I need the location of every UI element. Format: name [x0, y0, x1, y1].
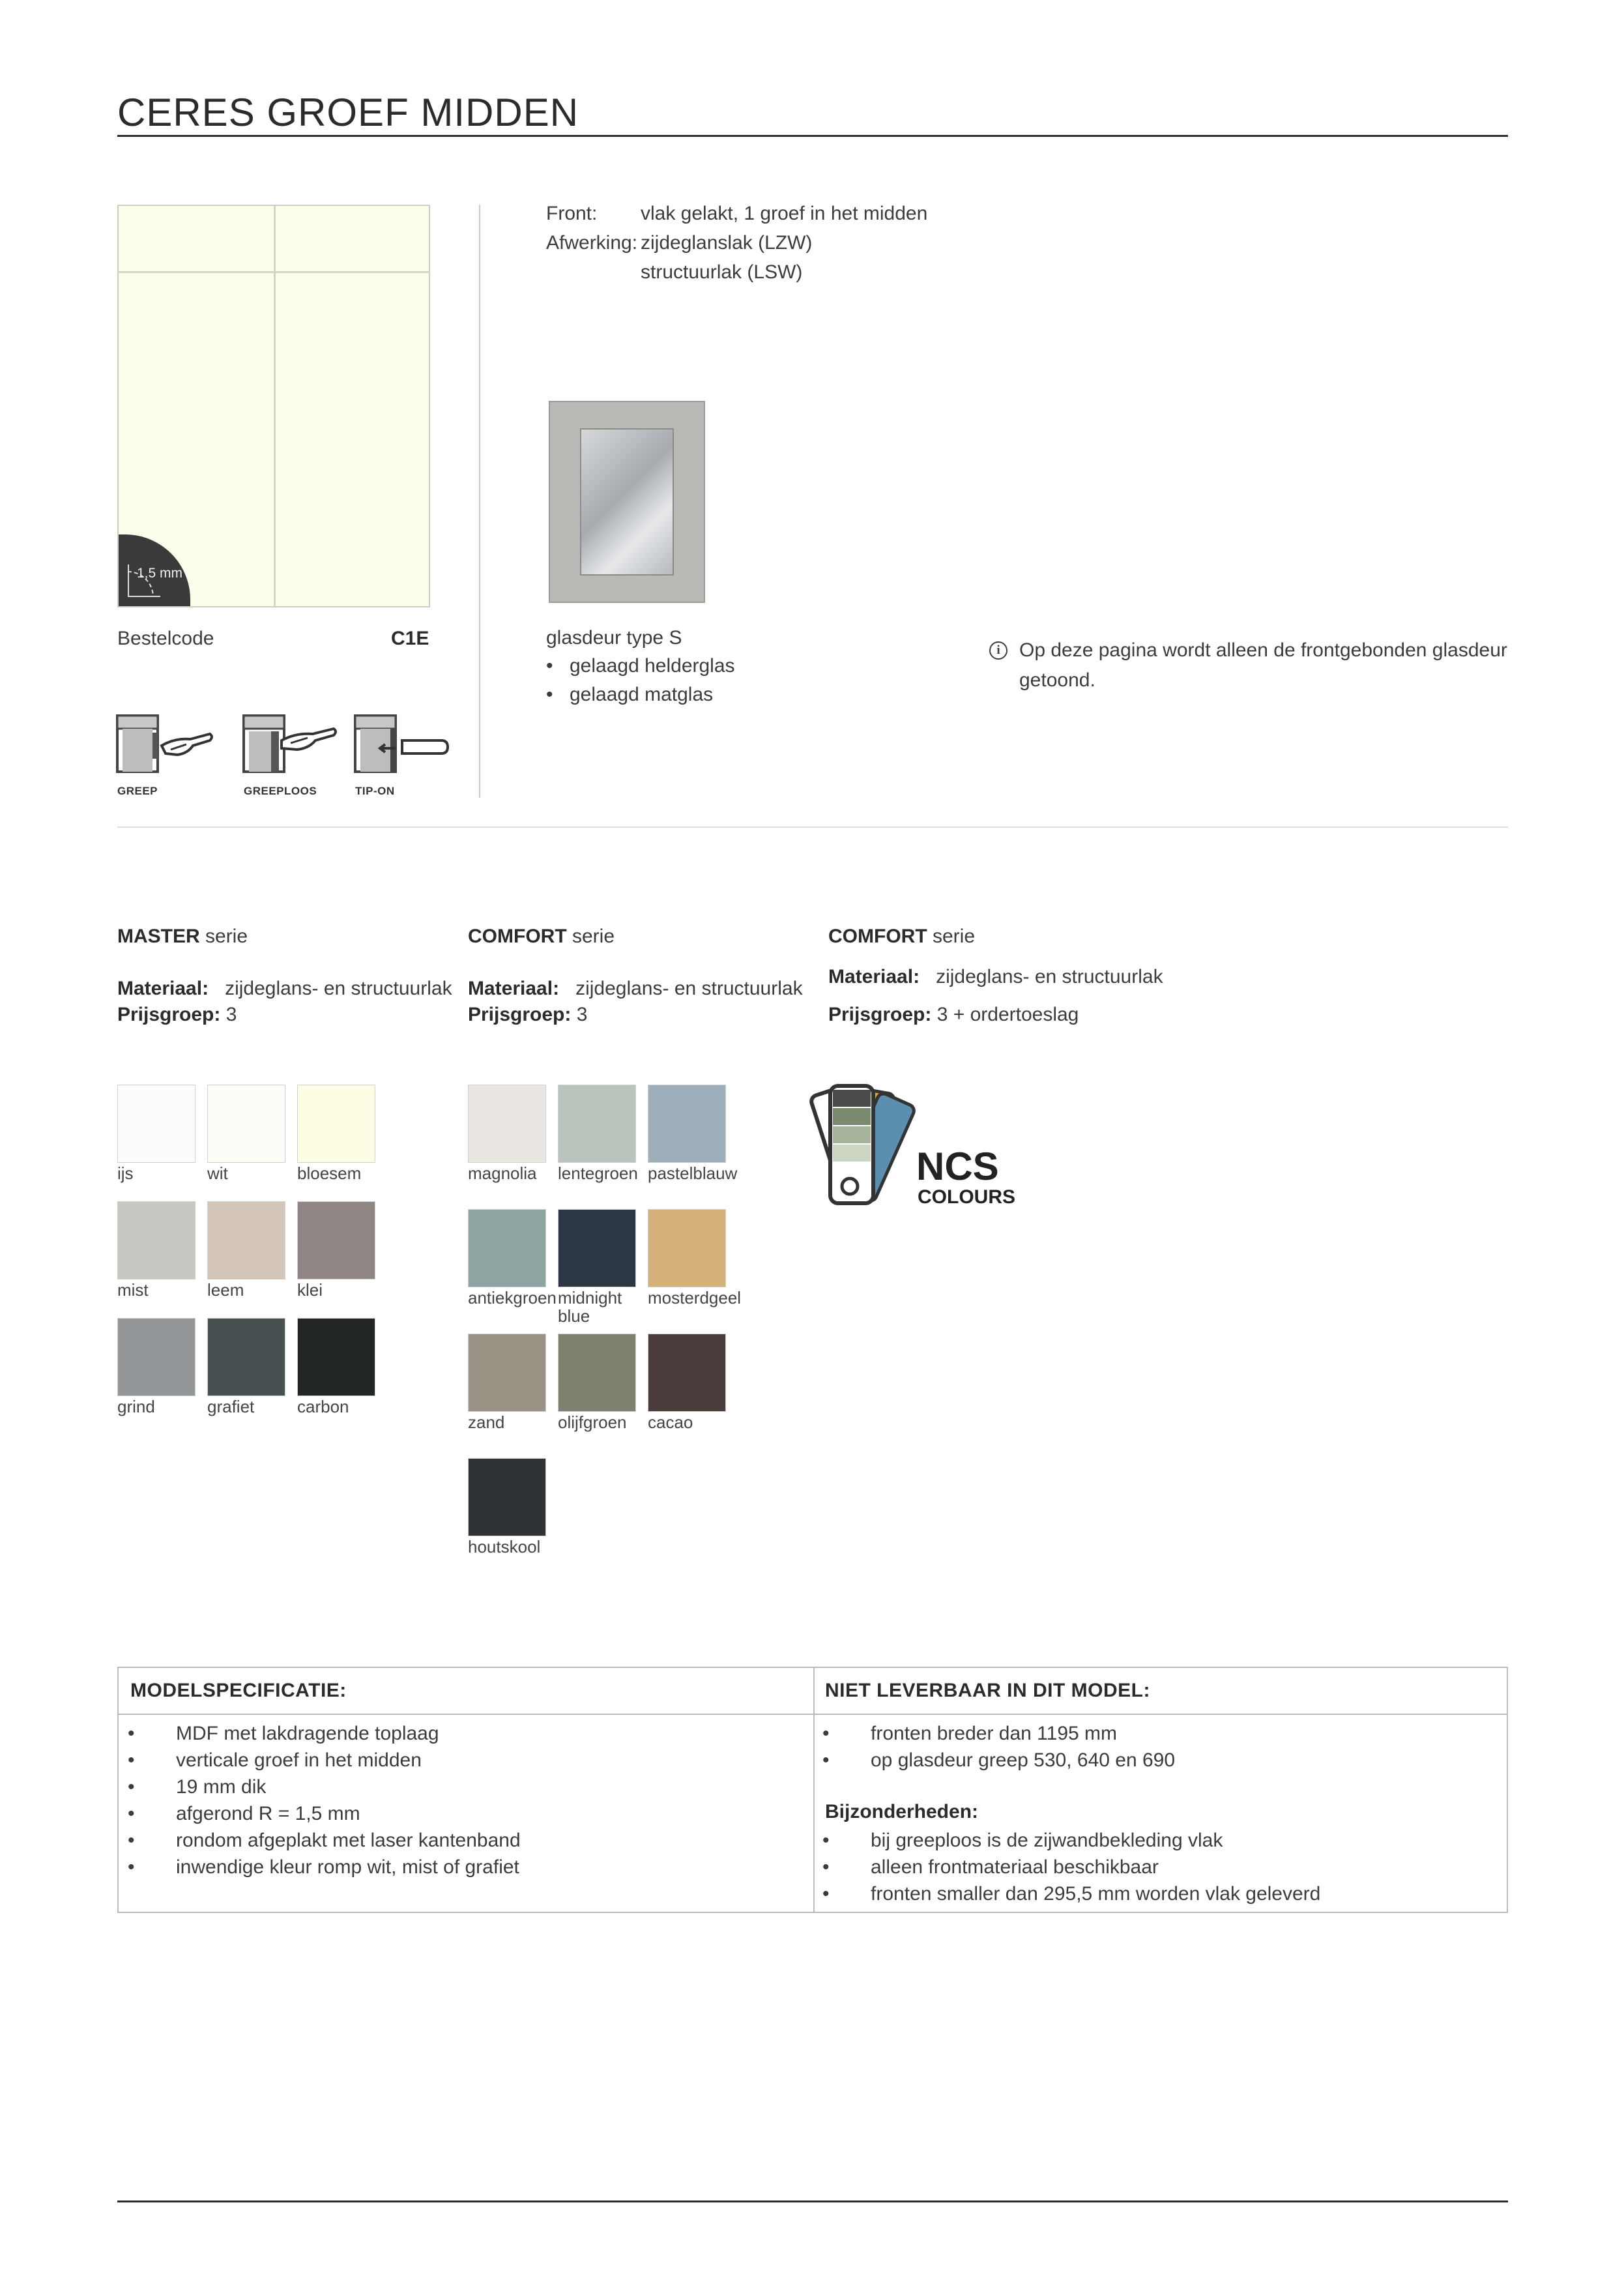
color-swatch-label: wit [207, 1163, 228, 1183]
color-swatch-lentegroen [558, 1085, 636, 1163]
series-heading-master: MASTER serie [117, 926, 248, 947]
price-group-line: Prijsgroep: 3 [117, 1004, 237, 1025]
table-header-model-spec: MODELSPECIFICATIE: [130, 1680, 347, 1701]
color-swatch-label: olijfgroen [558, 1412, 627, 1432]
ncs-colours-logo [826, 1082, 1015, 1219]
color-swatch-leem [207, 1201, 285, 1279]
finish-value-lsw: structuurlak (LSW) [641, 261, 803, 283]
front-key: Front: [546, 203, 598, 224]
door-front-image [117, 205, 430, 607]
color-swatch-antiekgroen [468, 1209, 546, 1287]
list-item: • MDF met lakdragende toplaag [128, 1723, 439, 1744]
page-title: CERES GROEF MIDDEN [117, 91, 579, 134]
particulars-list [822, 1827, 1320, 1907]
color-swatch-label: grafiet [207, 1397, 255, 1416]
list-item: • bij greeploos is de zijwandbekleding vlak [822, 1830, 1223, 1851]
section-divider [117, 826, 1508, 828]
handleless-icon [242, 714, 340, 787]
material-line: Materiaal: zijdeglans- en structuurlak [468, 978, 803, 999]
color-swatch-zand [468, 1334, 546, 1412]
list-item: • afgerond R = 1,5 mm [128, 1803, 360, 1824]
color-swatch-mist [117, 1201, 196, 1279]
spec-table [117, 1667, 1508, 1913]
color-swatch-mosterdgeel [648, 1209, 726, 1287]
list-item: • verticale groef in het midden [128, 1749, 422, 1771]
color-swatch-label: cacao [648, 1412, 693, 1432]
color-swatch-label: antiekgroen [468, 1288, 557, 1308]
color-swatch-magnolia [468, 1085, 546, 1163]
color-swatch-wit [207, 1085, 285, 1163]
glass-pane [580, 428, 674, 576]
finish-key: Afwerking: [546, 232, 638, 254]
ncs-title: NCS [916, 1145, 999, 1188]
color-swatch-label: houtskool [468, 1537, 541, 1557]
footer-rule [117, 2200, 1508, 2202]
table-header-not-available: NIET LEVERBAAR IN DIT MODEL: [825, 1680, 1150, 1701]
color-swatch-label: ijs [117, 1163, 134, 1183]
color-swatch-label: midnight blue [558, 1288, 622, 1326]
color-swatch-bloesem [297, 1085, 375, 1163]
color-swatch-label: grind [117, 1397, 155, 1416]
radius-label: 1,5 mm [137, 566, 183, 581]
color-swatch-cacao [648, 1334, 726, 1412]
price-group-line: Prijsgroep: 3 [468, 1004, 588, 1025]
color-swatch-label: carbon [297, 1397, 349, 1416]
color-swatch-grind [117, 1318, 196, 1396]
model-spec-list [128, 1720, 521, 1880]
list-item: • op glasdeur greep 530, 640 en 690 [822, 1749, 1176, 1771]
list-item: • fronten smaller dan 295,5 mm worden vlak geleverd [822, 1883, 1321, 1905]
radius-badge [119, 534, 190, 606]
color-swatch-grafiet [207, 1318, 285, 1396]
color-swatch-houtskool [468, 1458, 546, 1536]
list-item: • fronten breder dan 1195 mm [822, 1723, 1118, 1744]
glass-option-matglas: gelaagd matglas [570, 684, 714, 705]
color-swatch-klei [297, 1201, 375, 1279]
color-swatch-label: magnolia [468, 1163, 537, 1183]
op-label-tip-on: TIP-ON [355, 785, 395, 797]
list-item: • gelaagd helderglas [546, 655, 735, 677]
color-swatch-label: mosterdgeel [648, 1288, 742, 1308]
info-icon: i [989, 641, 1008, 660]
list-item: • alleen frontmateriaal beschikbaar [822, 1856, 1159, 1878]
color-swatch-label: zand [468, 1412, 505, 1432]
door-vertical-groove [274, 206, 276, 606]
order-code: C1E [391, 628, 429, 649]
tip-on-icon [354, 714, 452, 787]
list-item: • gelaagd matglas [546, 684, 714, 705]
color-swatch-midnight-blue [558, 1209, 636, 1287]
finish-value-lzw: zijdeglanslak (LZW) [641, 232, 813, 254]
color-swatch-label: pastelblauw [648, 1163, 738, 1183]
color-swatch-carbon [297, 1318, 375, 1396]
list-item: • 19 mm dik [128, 1776, 267, 1798]
material-line: Materiaal: zijdeglans- en structuurlak [117, 978, 452, 999]
color-swatch-ijs [117, 1085, 196, 1163]
color-swatch-label: klei [297, 1280, 323, 1300]
material-line: Materiaal: zijdeglans- en structuurlak [828, 966, 1163, 987]
list-item: • rondom afgeplakt met laser kantenband [128, 1830, 521, 1851]
series-heading-comfort-ncs: COMFORT serie [828, 926, 975, 947]
price-group-line: Prijsgroep: 3 + ordertoeslag [828, 1004, 1079, 1025]
color-swatch-label: leem [207, 1280, 244, 1300]
front-value: vlak gelakt, 1 groef in het midden [641, 203, 928, 224]
not-available-list [822, 1720, 1175, 1774]
list-item: • inwendige kleur romp wit, mist of grafiet [128, 1856, 519, 1878]
particulars-heading: Bijzonderheden: [825, 1801, 979, 1822]
title-rule [117, 135, 1508, 137]
glass-door-image [549, 401, 705, 603]
info-note: Op deze pagina wordt alleen de frontgebonden glasdeur getoond. [1019, 639, 1507, 691]
ncs-subtitle: COLOURS [918, 1186, 1015, 1208]
color-swatch-label: lentegroen [558, 1163, 638, 1183]
glass-option-helderglas: gelaagd helderglas [570, 655, 735, 677]
op-label-greeploos: GREEPLOOS [244, 785, 317, 797]
series-heading-comfort: COMFORT serie [468, 926, 615, 947]
order-code-label: Bestelcode [117, 628, 214, 649]
color-swatch-label: mist [117, 1280, 149, 1300]
color-swatch-pastelblauw [648, 1085, 726, 1163]
color-swatch-olijfgroen [558, 1334, 636, 1412]
color-swatch-label: bloesem [297, 1163, 362, 1183]
glass-door-title: glasdeur type S [546, 627, 682, 649]
op-label-greep: GREEP [117, 785, 158, 797]
handle-grip-icon [116, 714, 214, 787]
vertical-divider [479, 205, 480, 798]
